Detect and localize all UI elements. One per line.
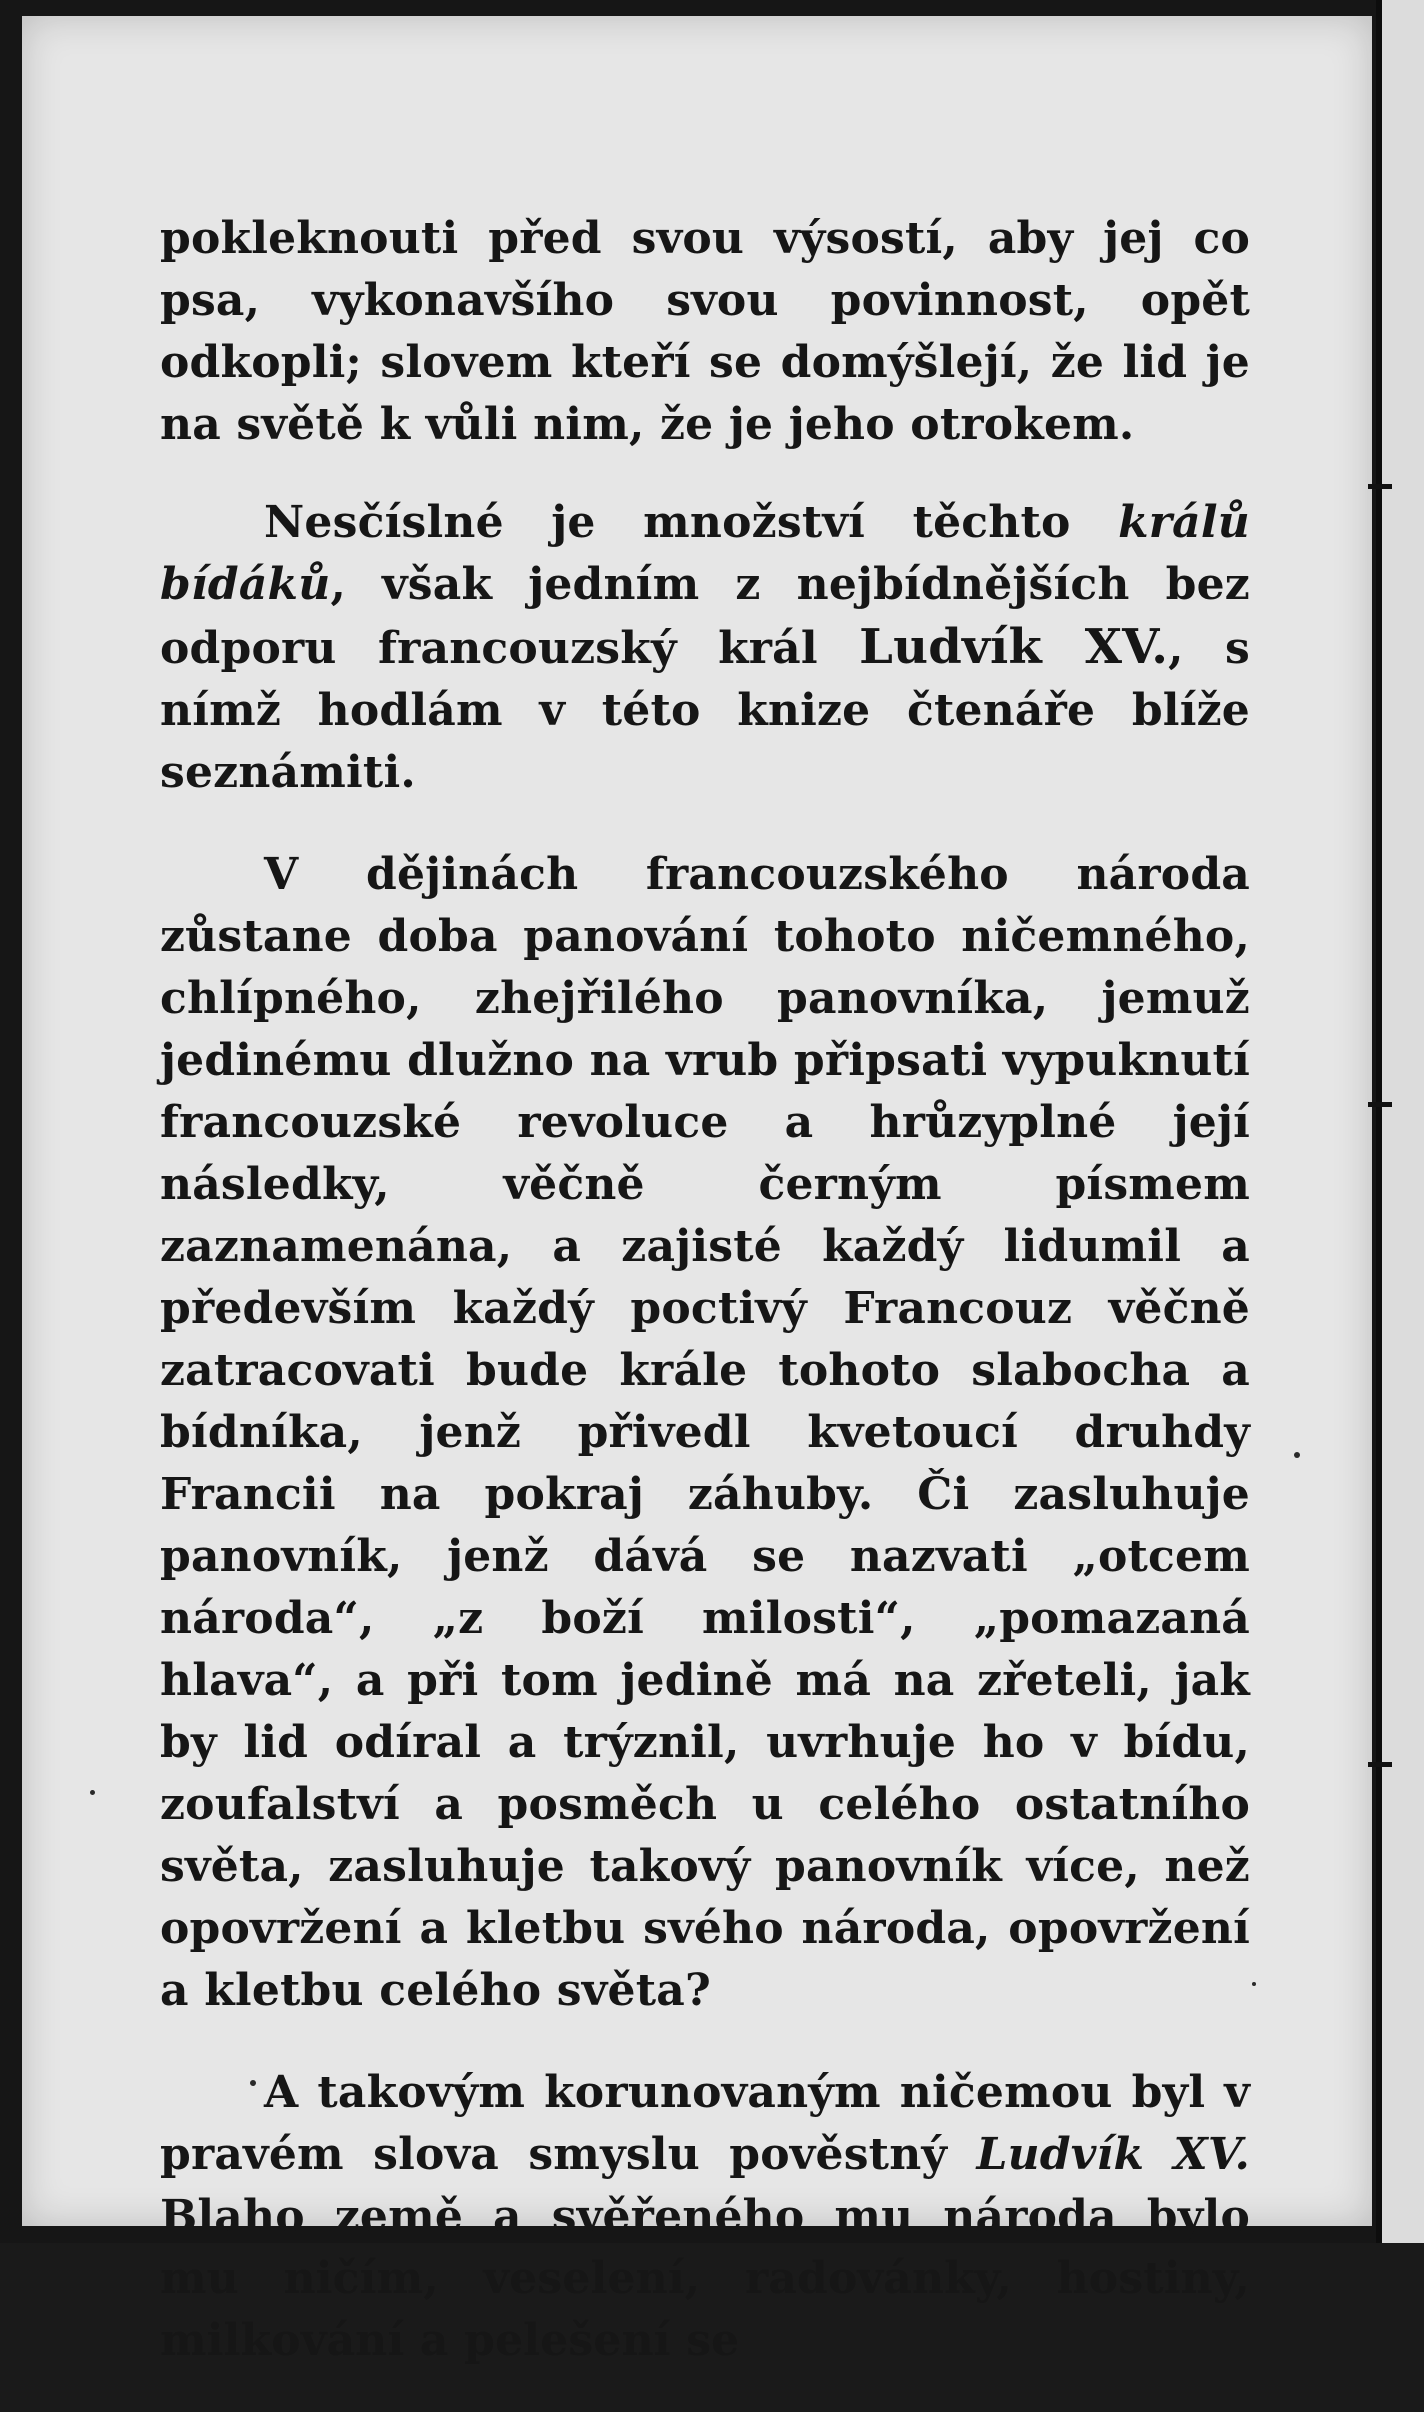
body-text xyxy=(160,208,1250,2412)
edge-mark xyxy=(1368,484,1392,489)
paragraph-2-emphasis: králů bídáků xyxy=(160,497,1250,610)
adjacent-page-strip xyxy=(1382,0,1424,2243)
paragraph-4-text-a: A takovým korunovaným ničemou byl v pravém slova smyslu pověstný xyxy=(160,2067,1250,2180)
paragraph-3 xyxy=(160,844,1250,2022)
scan-speck xyxy=(1252,1982,1256,1986)
edge-mark xyxy=(1368,1102,1392,1107)
paragraph-2 xyxy=(160,492,1250,804)
paragraph-4-name: Ludvík XV. xyxy=(976,2129,1250,2180)
edge-mark xyxy=(1368,1762,1392,1767)
paragraph-2-text-c: , s nímž hodlám v této knize čtenáře blíže seznámiti. xyxy=(160,623,1250,798)
paragraph-1-text: pokleknouti před svou výsostí, aby jej co psa, vykonavšího svou povinnost, opět odkopli; slovem kteří se domýšlejí, že lid je na světě k vůli nim, že je jeho otrokem. xyxy=(160,213,1250,450)
paragraph-2-text-b: , však jedním z nejbídnějších bez odporu francouzský král xyxy=(160,559,1250,674)
scan-speck xyxy=(1294,1452,1300,1458)
scan-speck xyxy=(90,1790,95,1795)
paragraph-2-text-a: Nesčíslné je množství těchto xyxy=(264,497,1119,548)
paragraph-1 xyxy=(160,208,1250,456)
paragraph-2-name: Ludvík XV. xyxy=(859,619,1169,675)
paragraph-3-text: V dějinách francouzského národa zůstane doba panování tohoto ničemného, chlípného, zhejřilého panovníka, jemuž jedinému dlužno na vrub připsati vypuknutí francouzské revoluce a hrůzyplné její následky, věčně černým písmem zaznamenána, a zajisté každý lidumil a především každý poctivý Francouz věčně zatracovati bude krále tohoto slabocha a bídníka, jenž přivedl kvetoucí druhdy Francii na pokraj záhuby. Či zasluhuje panovník, jenž dává se nazvati „otcem národa“, „z boží milosti“, „pomazaná hlava“, a při tom jedině má na zřeteli, jak by lid odíral a trýznil, uvrhuje ho v bídu, zoufalství a posměch u celého ostatního světa, zasluhuje takový panovník více, než opovržení a kletbu svého národa, opovržení a kletbu celého světa? xyxy=(160,849,1250,2016)
paragraph-4-text-b: Blaho země a svěřeného mu národa bylo mu ničím, veselení, radovánky, hostiny, milkování a pelešení se xyxy=(160,2191,1250,2366)
paragraph-4 xyxy=(160,2062,1250,2372)
